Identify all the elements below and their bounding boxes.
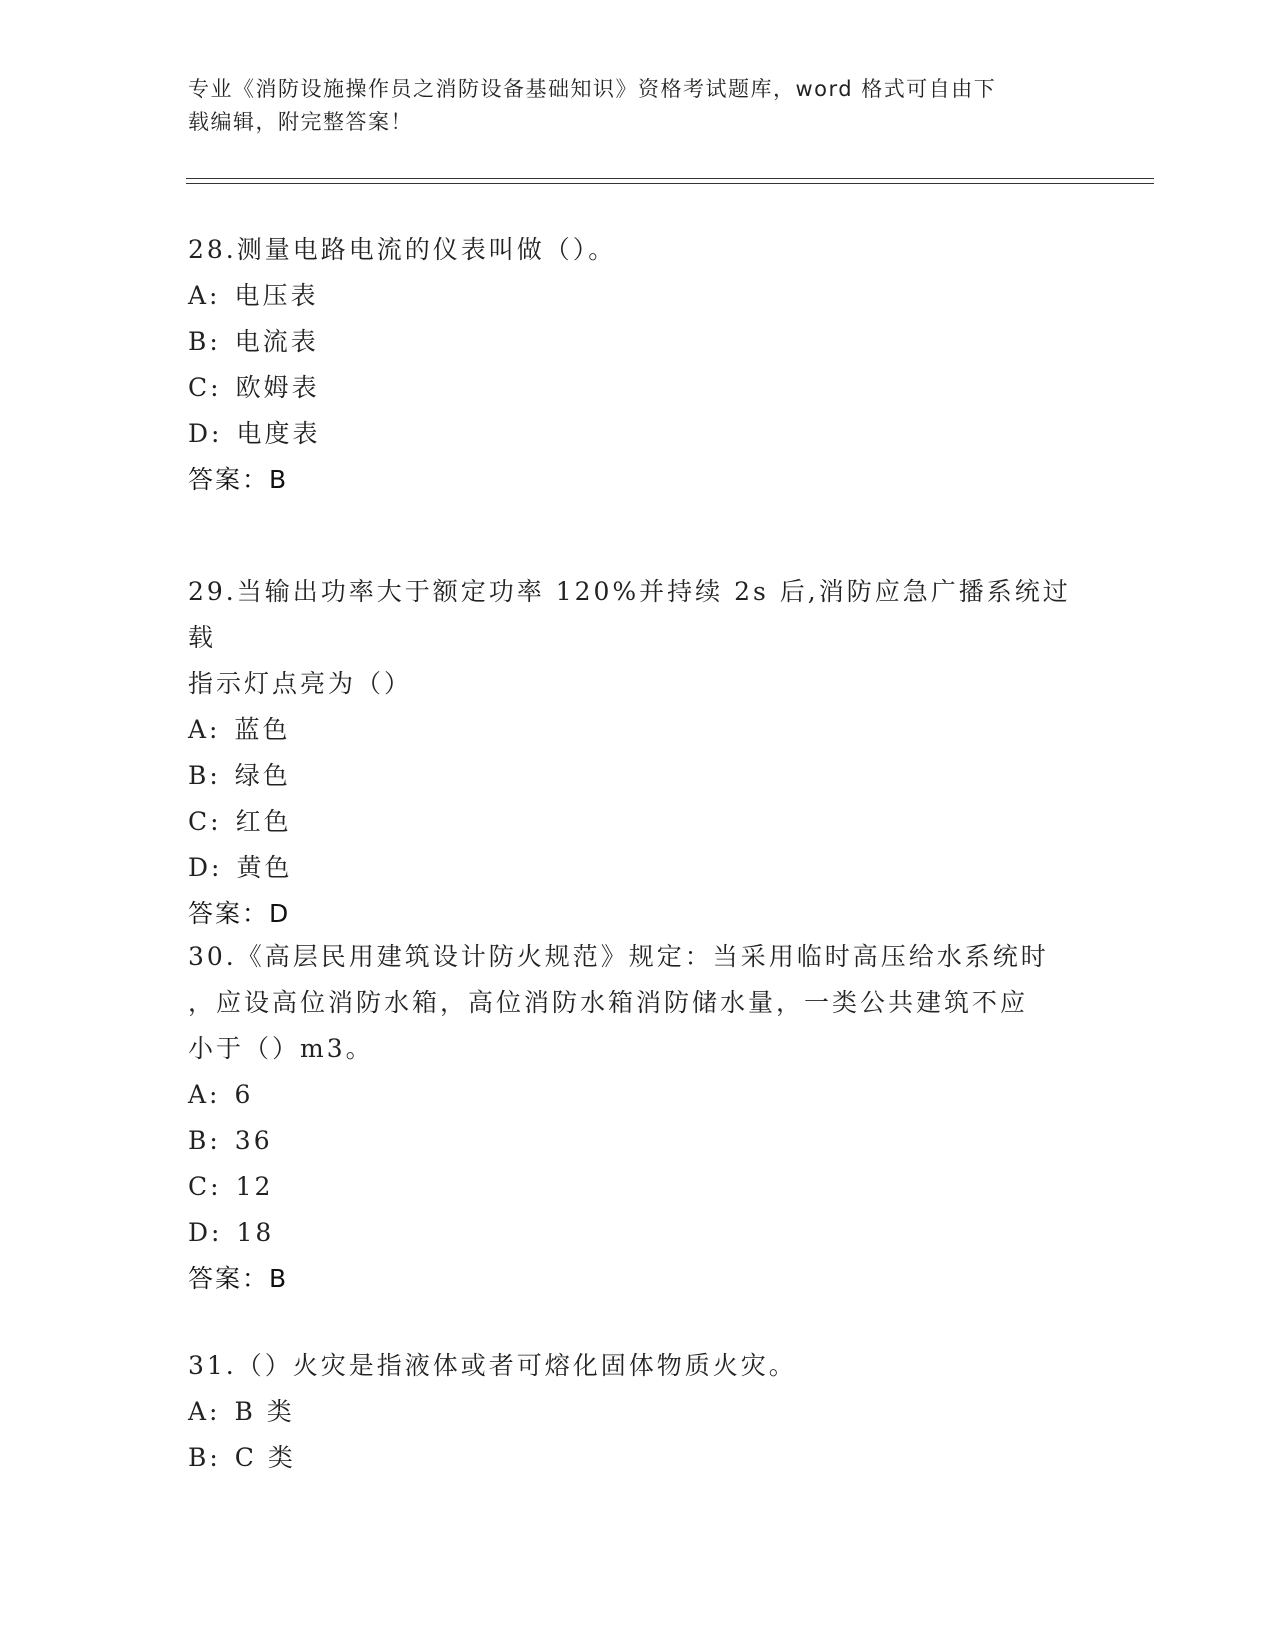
option-d: D: 黄色	[188, 853, 293, 882]
answer: 答案：B	[188, 1264, 289, 1293]
question-30	[188, 934, 1088, 1302]
question-text-line-2: 指示灯点亮为（）	[188, 669, 413, 698]
option-c: C: 欧姆表	[188, 373, 320, 402]
question-28	[188, 227, 1088, 503]
question-text: 31.（）火灾是指液体或者可熔化固体物质火灾。	[188, 1351, 797, 1380]
option-a: A: 电压表	[188, 281, 319, 310]
question-29	[188, 569, 1088, 937]
option-a: A: 6	[188, 1080, 254, 1109]
option-d: D: 18	[188, 1218, 275, 1247]
question-text-line-2: ，应设高位消防水箱，高位消防水箱消防储水量，一类公共建筑不应	[188, 988, 1029, 1017]
question-text-line-3: 小于（）m3。	[188, 1034, 374, 1063]
option-b: B: C 类	[188, 1443, 296, 1472]
question-31	[188, 1343, 1088, 1481]
header-line-2: 载编辑，附完整答案！	[188, 110, 413, 134]
option-b: B: 36	[188, 1126, 273, 1155]
question-text: 28.测量电路电流的仪表叫做（）。	[188, 235, 617, 264]
option-b: B: 绿色	[188, 761, 291, 790]
question-text-line-1: 30.《高层民用建筑设计防火规范》规定：当采用临时高压给水系统时	[188, 942, 1049, 971]
option-d: D: 电度表	[188, 419, 321, 448]
option-a: A: B 类	[188, 1397, 295, 1426]
header-line-1: 专业《消防设施操作员之消防设备基础知识》资格考试题库，word 格式可自由下	[188, 77, 997, 101]
option-c: C: 红色	[188, 807, 292, 836]
document-header	[188, 73, 1068, 139]
header-divider-top	[186, 178, 1154, 179]
header-divider-bottom	[186, 183, 1154, 184]
answer: 答案：D	[188, 899, 291, 928]
question-text-line-1: 29.当输出功率大于额定功率 120%并持续 2s 后,消防应急广播系统过载	[188, 577, 1071, 652]
option-c: C: 12	[188, 1172, 274, 1201]
option-b: B: 电流表	[188, 327, 319, 356]
answer: 答案：B	[188, 465, 289, 494]
option-a: A: 蓝色	[188, 715, 291, 744]
